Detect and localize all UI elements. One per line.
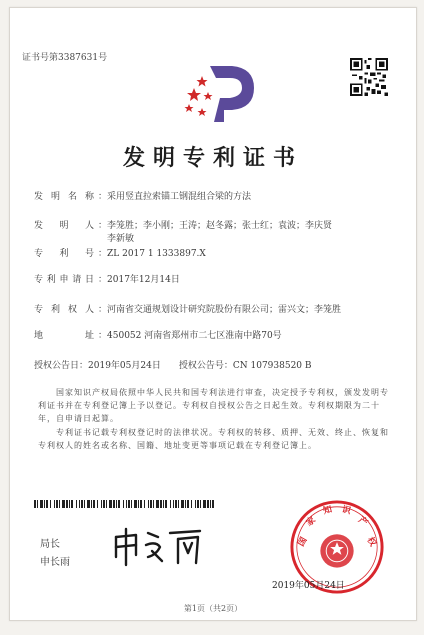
field-label: 发明名称 [34,192,94,202]
page-number: 第1页（共2页） [183,604,243,613]
field-label: 专利号 [34,249,94,259]
field-label: 地址 [34,331,94,341]
auth-date: 授权公告日：2019年05月24日 [34,361,161,371]
certificate-number: 证书号第3387631号 [22,53,108,63]
field-value: 2019年05月24日 [88,361,161,371]
director-name: 申长雨 [40,557,70,568]
barcode-icon [34,500,214,508]
director-title: 局长 [40,539,60,550]
handwritten-signature-icon [108,523,208,568]
field-label: 专利权人 [34,305,94,315]
field-label: 授权公告号 [178,361,224,371]
auth-number: 授权公告号：CN 107938520 B [178,361,312,371]
svg-text:知: 知 [322,504,334,517]
svg-text:产: 产 [356,515,370,529]
seal-date: 2019年05月24日 [272,581,345,591]
page-title: 发明专利证书 [122,145,303,171]
field-label: 发明人 [34,221,94,231]
field-value: ZL 2017 1 1333897.X [107,249,206,259]
field-label: 专利申请日 [34,275,94,285]
field-label: 授权公告日 [34,361,80,371]
patent-office-logo-icon [180,58,260,128]
svg-text:识: 识 [340,504,352,517]
field-invention-name: 发明名称 ：采用竖直拉索锚工钢混组合梁的方法 [34,191,407,204]
field-value: 2017年12月14日 [107,275,180,285]
field-application-date: 专利申请日 ：2017年12月14日 [34,274,407,287]
field-value: 李笼胜；李小刚；王涛；赵冬露；张士红；袁波；李庆贤 李新敏 [107,221,333,244]
field-value: CN 107938520 B [232,361,312,371]
certificate-paragraph: 国家知识产权局依照中华人民共和国专利法进行审查，决定授予专利权，颁发发明专利证书并在专利登记簿上予以登记。专利权自授权公告之日起生效。专利权期限为二十年，自申请日起算。 [38,388,389,423]
field-address: 地址 ：450052 河南省郑州市二七区淮南中路70号 [34,330,407,343]
qr-code-icon [350,58,388,96]
field-value: 河南省交通规划设计研究院股份有限公司；雷兴文；李笼胜 [107,305,342,315]
field-value: 采用竖直拉索锚工钢混组合梁的方法 [107,192,252,202]
field-inventor: 发明人 ：李笼胜；李小刚；王涛；赵冬露；张士红；袁波；李庆贤 李新敏 [34,220,407,246]
field-value: 450052 河南省郑州市二七区淮南中路70号 [107,331,282,341]
certificate-page [9,7,417,621]
svg-text:国: 国 [296,535,310,549]
field-authorization [34,360,330,373]
certificate-paragraph: 专利证书记载专利权登记时的法律状况。专利权的转移、质押、无效、终止、恢复和专利权人的姓名或名称、国籍、地址变更等事项记载在专利登记簿上。 [38,428,389,450]
svg-text:权: 权 [364,535,378,549]
field-patent-holder: 专利权人 ：河南省交通规划设计研究院股份有限公司；雷兴文；李笼胜 [34,304,407,317]
svg-text:家: 家 [304,515,318,529]
field-patent-number: 专利号 ：ZL 2017 1 1333897.X [34,248,407,261]
